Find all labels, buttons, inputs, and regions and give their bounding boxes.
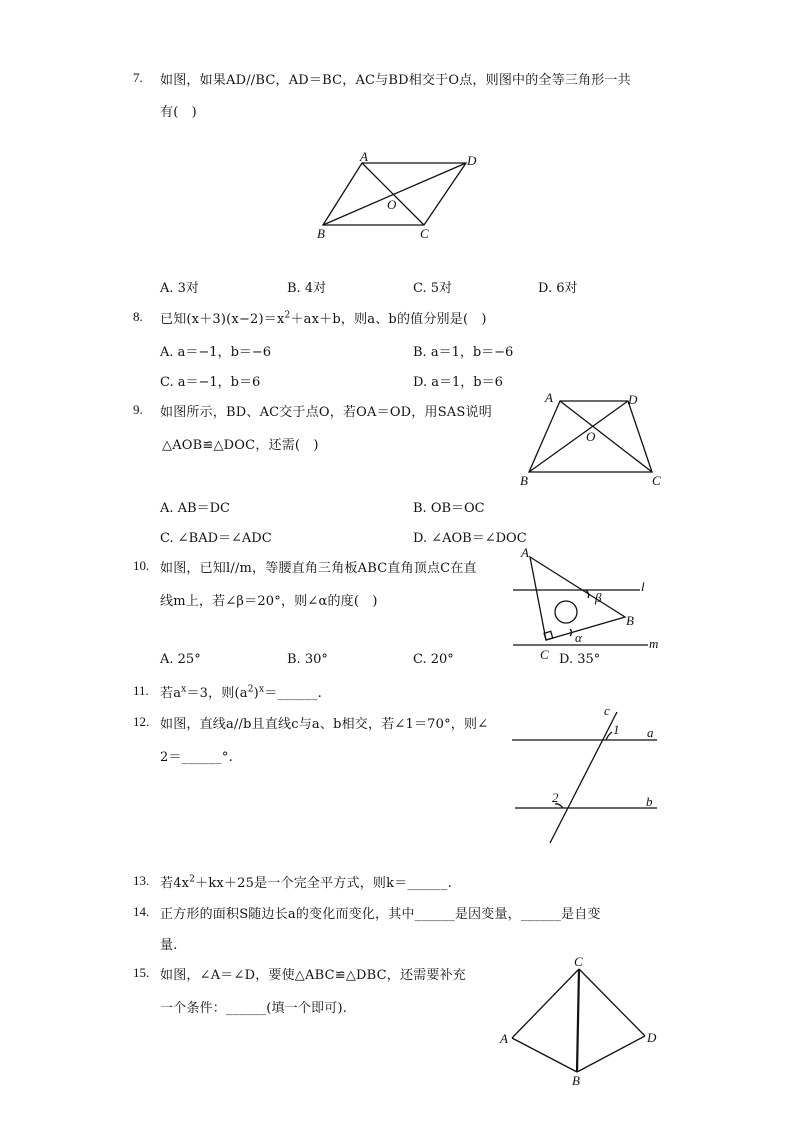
question-12-text-line1: 如图，直线a//b且直线c与a、b相交，若∠1＝70°，则∠ xyxy=(160,717,489,732)
fig9-label-a: A xyxy=(545,390,553,405)
question-12-number: 12. xyxy=(133,714,150,729)
question-7-figure xyxy=(310,150,490,245)
question-12-text-line2: 2＝______°. xyxy=(160,750,233,765)
question-9-option-a[interactable]: A. AB＝DC xyxy=(160,501,230,516)
question-7-option-a[interactable]: A. 3对 xyxy=(160,281,199,296)
question-15-figure xyxy=(495,952,665,1094)
fig12-label-2: 2 xyxy=(552,790,559,805)
question-8-number: 8. xyxy=(133,309,143,324)
fig15-label-c: C xyxy=(574,954,583,969)
question-7-option-b[interactable]: B. 4对 xyxy=(287,281,327,296)
fig10-label-l: l xyxy=(641,579,645,594)
question-10-option-d[interactable]: D. 35° xyxy=(559,652,601,667)
question-10-option-b[interactable]: B. 30° xyxy=(287,652,328,667)
question-9-option-d[interactable]: D. ∠AOB＝∠DOC xyxy=(413,531,527,546)
fig10-label-m: m xyxy=(649,636,659,651)
fig9-label-b: B xyxy=(520,473,528,488)
question-12-figure xyxy=(505,700,665,846)
question-9-figure xyxy=(512,388,672,488)
question-10-text-line2: 线m上，若∠β＝20°，则∠α的度( ) xyxy=(160,594,378,609)
fig12-label-a: a xyxy=(647,725,654,740)
question-7-text-line2: 有( ) xyxy=(160,105,197,120)
question-15-number: 15. xyxy=(133,965,150,980)
question-10-figure xyxy=(508,545,668,663)
fig7-label-c: C xyxy=(420,226,429,241)
fig12-label-b: b xyxy=(646,794,653,809)
fig15-label-a: A xyxy=(500,1031,508,1046)
question-13-number: 13. xyxy=(133,873,150,888)
fig9-label-c: C xyxy=(652,473,661,488)
question-10-option-a[interactable]: A. 25° xyxy=(160,652,201,667)
question-14-text-line2: 量. xyxy=(160,938,178,953)
fig10-label-b: B xyxy=(626,613,634,628)
fig9-label-d: D xyxy=(628,392,638,407)
question-9-number: 9. xyxy=(133,402,143,417)
fig15-label-d: D xyxy=(647,1030,657,1045)
fig7-label-o: O xyxy=(387,197,397,212)
question-9-text-line2: △AOB≌△DOC，还需( ) xyxy=(162,438,319,453)
question-7-option-c[interactable]: C. 5对 xyxy=(413,281,453,296)
fig9-label-o: O xyxy=(586,429,596,444)
question-9-option-b[interactable]: B. OB＝OC xyxy=(413,501,485,516)
question-15-text-line2: 一个条件：______(填一个即可). xyxy=(160,1001,348,1016)
fig15-label-b: B xyxy=(572,1073,580,1088)
question-11-number: 11. xyxy=(133,683,149,698)
fig12-label-1: 1 xyxy=(613,722,620,737)
question-7-option-d[interactable]: D. 6对 xyxy=(538,281,578,296)
fig10-label-c: C xyxy=(540,647,549,662)
question-8-option-b[interactable]: B. a＝1，b＝−6 xyxy=(413,345,514,360)
fig7-label-b: B xyxy=(317,226,325,241)
question-10-text-line1: 如图，已知l//m，等腰直角三角板ABC直角顶点C在直 xyxy=(160,561,477,576)
question-9-text-line1: 如图所示，BD、AC交于点O，若OA＝OD，用SAS说明 xyxy=(160,405,492,420)
question-14-number: 14. xyxy=(133,904,150,919)
question-8-text: 已知$(x+3)(x-2)=x^2+ax+b$，则a、b的值分别是( ) xyxy=(160,310,487,327)
question-9-option-c[interactable]: C. ∠BAD＝∠ADC xyxy=(160,531,272,546)
fig10-label-beta: β xyxy=(595,590,602,605)
question-8-option-d[interactable]: D. a＝1，b＝6 xyxy=(413,375,503,390)
question-13-text: 若$4x^2+kx+25$是一个完全平方式，则k＝______. xyxy=(160,874,452,891)
question-7-text-line1: 如图，如果AD//BC，AD＝BC，AC与BD相交于O点，则图中的全等三角形一共 xyxy=(160,73,631,88)
fig7-label-a: A xyxy=(360,150,368,164)
question-8-option-c[interactable]: C. a＝−1，b＝6 xyxy=(160,375,261,390)
question-15-text-line1: 如图，∠A＝∠D，要使△ABC≌△DBC，还需要补充 xyxy=(160,968,466,983)
question-7-number: 7. xyxy=(133,70,143,85)
question-10-number: 10. xyxy=(133,558,150,573)
question-14-text-line1: 正方形的面积S随边长a的变化而变化，其中______是因变量，______是自变 xyxy=(160,907,601,922)
question-8-option-a[interactable]: A. a＝−1，b＝−6 xyxy=(160,345,272,360)
fig10-label-a: A xyxy=(521,545,529,560)
fig12-label-c: c xyxy=(604,703,610,718)
fig7-label-d: D xyxy=(467,153,477,168)
question-11-text: 若$a^x=3$，则$(a^2)^x=\_\_\_\_\_\_$. xyxy=(160,684,322,701)
fig10-label-alpha: α xyxy=(575,630,582,645)
question-10-option-c[interactable]: C. 20° xyxy=(413,652,454,667)
